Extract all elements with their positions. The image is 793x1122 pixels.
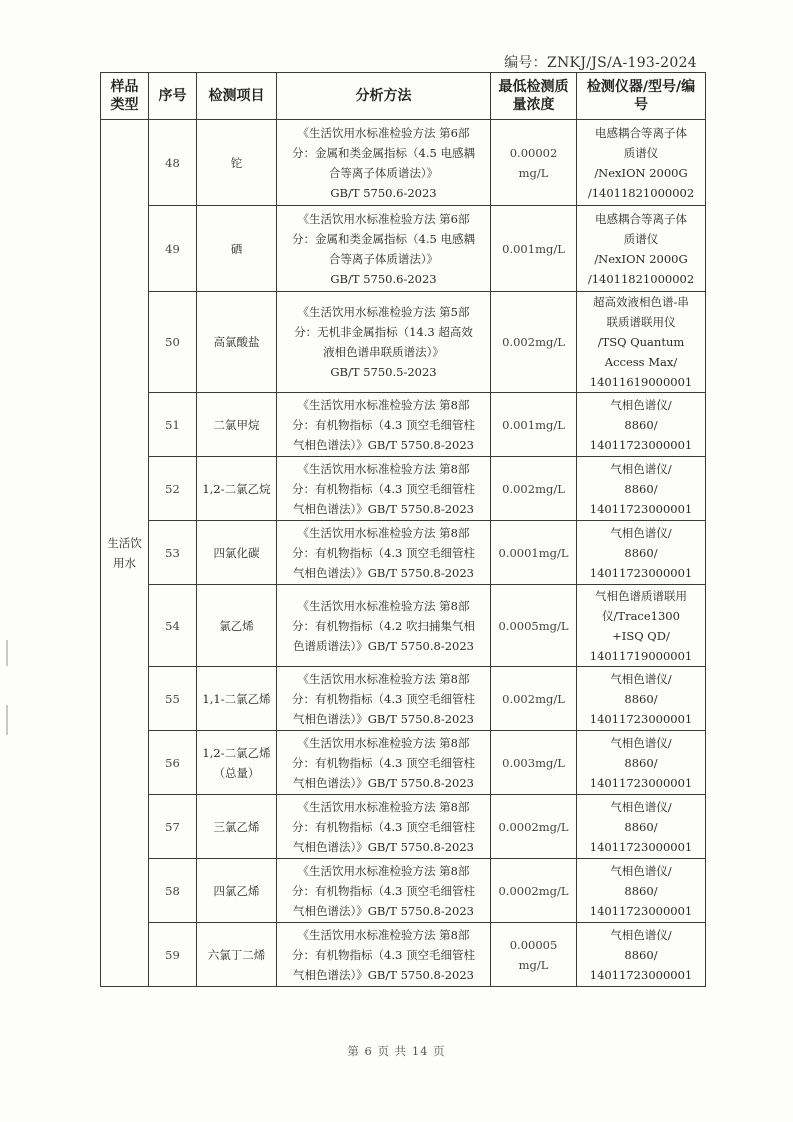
sample-type-cell: 生活饮用水: [101, 120, 149, 987]
method-cell-line: 《生活饮用水标准检验方法 第6部: [297, 211, 470, 226]
item-cell: 四氯乙烯: [197, 859, 277, 923]
method-cell: [277, 393, 491, 457]
method-cell-line: 分：有机物指标（4.3 顶空毛细管柱: [292, 545, 475, 560]
instrument-cell: [577, 795, 706, 859]
item-cell: 氯乙烯: [197, 585, 277, 667]
seq-cell: 52: [149, 457, 197, 521]
seq-cell: 54: [149, 585, 197, 667]
method-cell-line: 气相色谱法）》GB/T 5750.8-2023: [293, 565, 474, 580]
instrument-cell-line: +ISQ QD/: [612, 628, 670, 643]
method-cell: [277, 292, 491, 393]
method-cell-line: 《生活饮用水标准检验方法 第6部: [297, 125, 470, 140]
item-cell: 四氯化碳: [197, 521, 277, 585]
limit-cell-line: 0.001mg/L: [502, 417, 565, 432]
item-cell: 1,2-二氯乙烯（总量）: [197, 731, 277, 795]
method-cell-line: GB/T 5750.6-2023: [330, 185, 437, 200]
table-row: [101, 521, 706, 585]
seq-cell: 53: [149, 521, 197, 585]
method-cell: [277, 585, 491, 667]
seq-cell: 51: [149, 393, 197, 457]
seq-cell: 50: [149, 292, 197, 393]
instrument-cell: [577, 667, 706, 731]
table-body: [101, 120, 706, 987]
limit-cell: [491, 206, 577, 292]
method-cell-line: 合等离子体质谱法）》: [328, 251, 439, 266]
limit-cell: [491, 795, 577, 859]
seq-cell: 49: [149, 206, 197, 292]
instrument-cell-line: /NexION 2000G: [594, 251, 688, 266]
method-cell-line: 分：无机非金属指标（14.3 超高效: [294, 325, 473, 339]
table-header-row: [101, 73, 706, 120]
instrument-cell-line: /NexION 2000G: [594, 165, 688, 180]
method-cell-line: 分：有机物指标（4.3 顶空毛细管柱: [292, 417, 475, 432]
instrument-cell-line: 气相色谱仪/: [610, 799, 672, 814]
instrument-cell-line: 气相色谱仪/: [610, 461, 672, 476]
table-row: [101, 731, 706, 795]
seq-cell: 59: [149, 923, 197, 987]
item-cell: 六氯丁二烯: [197, 923, 277, 987]
limit-cell: [491, 457, 577, 521]
page-footer: 第 6 页 共 14 页: [347, 1044, 446, 1058]
limit-cell-line: 0.002mg/L: [502, 691, 565, 706]
seq-cell: 57: [149, 795, 197, 859]
table-row: [101, 292, 706, 393]
seq-cell: 56: [149, 731, 197, 795]
instrument-cell-line: 气相色谱仪/: [610, 397, 672, 412]
method-cell-line: 《生活饮用水标准检验方法 第8部: [297, 598, 470, 613]
method-cell-line: 气相色谱法）》GB/T 5750.8-2023: [293, 437, 474, 452]
instrument-cell-line: /TSQ Quantum: [597, 335, 685, 349]
instrument-cell: [577, 923, 706, 987]
method-cell-line: GB/T 5750.5-2023: [330, 365, 437, 379]
header-min-conc: 最低检测质量浓度: [491, 73, 577, 120]
method-cell-line: 《生活饮用水标准检验方法 第8部: [297, 799, 470, 814]
method-cell: [277, 206, 491, 292]
method-cell-line: 《生活饮用水标准检验方法 第8部: [297, 735, 470, 750]
header-sample-type: 样品类型: [101, 73, 149, 120]
method-cell-line: 《生活饮用水标准检验方法 第5部: [297, 305, 470, 319]
table-row: [101, 667, 706, 731]
instrument-cell-line: 14011723000001: [589, 565, 693, 580]
instrument-cell-line: /14011821000002: [587, 271, 695, 286]
seq-cell: 48: [149, 120, 197, 206]
table-row: [101, 923, 706, 987]
method-cell: [277, 731, 491, 795]
header-seq: 序号: [149, 73, 197, 120]
method-cell-line: 气相色谱法）》GB/T 5750.8-2023: [293, 501, 474, 516]
instrument-cell: [577, 292, 706, 393]
method-cell-line: 分：有机物指标（4.3 顶空毛细管柱: [292, 755, 475, 770]
method-cell-line: 分：有机物指标（4.3 顶空毛细管柱: [292, 883, 475, 898]
table-row: [101, 795, 706, 859]
header-method: 分析方法: [277, 73, 491, 120]
method-cell-line: 气相色谱法）》GB/T 5750.8-2023: [293, 903, 474, 918]
method-cell: [277, 120, 491, 206]
limit-cell-line: 0.00002: [509, 145, 558, 160]
header-instrument: 检测仪器/型号/编号: [577, 73, 706, 120]
method-cell-line: 气相色谱法）》GB/T 5750.8-2023: [293, 967, 474, 982]
instrument-cell-line: 气相色谱质谱联用: [595, 588, 687, 603]
limit-cell: [491, 731, 577, 795]
test-items-table: [100, 72, 706, 987]
scan-edge-mark: [6, 705, 8, 735]
limit-cell-line: 0.0005mg/L: [498, 618, 569, 633]
table-row: [101, 206, 706, 292]
item-cell: 1,2-二氯乙烷: [197, 457, 277, 521]
instrument-cell-line: 8860/: [624, 691, 658, 706]
table-row: [101, 120, 706, 206]
method-cell-line: 《生活饮用水标准检验方法 第8部: [297, 397, 470, 412]
table-row: [101, 393, 706, 457]
method-cell: [277, 859, 491, 923]
method-cell: [277, 457, 491, 521]
limit-cell-line: mg/L: [518, 165, 549, 180]
method-cell: [277, 667, 491, 731]
limit-cell: [491, 923, 577, 987]
item-cell: 二氯甲烷: [197, 393, 277, 457]
instrument-cell-line: 气相色谱仪/: [610, 525, 672, 540]
method-cell-line: 《生活饮用水标准检验方法 第8部: [297, 927, 470, 942]
instrument-cell-line: 8860/: [624, 755, 658, 770]
limit-cell-line: 0.001mg/L: [502, 241, 565, 256]
instrument-cell: [577, 457, 706, 521]
method-cell-line: 分：有机物指标（4.3 顶空毛细管柱: [292, 481, 475, 496]
instrument-cell-line: 8860/: [624, 481, 658, 496]
instrument-cell-line: 质谱仪: [623, 231, 659, 246]
method-cell-line: 气相色谱法）》GB/T 5750.8-2023: [293, 839, 474, 854]
instrument-cell-line: 电感耦合等离子体: [595, 211, 687, 226]
item-cell: 硒: [197, 206, 277, 292]
item-cell: 铊: [197, 120, 277, 206]
method-cell-line: 分：有机物指标（4.2 吹扫捕集气相: [292, 618, 475, 633]
item-cell: 高氯酸盐: [197, 292, 277, 393]
method-cell-line: 分：金属和类金属指标（4.5 电感耦: [292, 231, 475, 246]
method-cell-line: 《生活饮用水标准检验方法 第8部: [297, 671, 470, 686]
instrument-cell: [577, 731, 706, 795]
limit-cell: [491, 292, 577, 393]
method-cell-line: 分：金属和类金属指标（4.5 电感耦: [292, 145, 475, 160]
method-cell-line: GB/T 5750.6-2023: [330, 271, 437, 286]
instrument-cell-line: 气相色谱仪/: [610, 671, 672, 686]
method-cell: [277, 795, 491, 859]
method-cell-line: 《生活饮用水标准检验方法 第8部: [297, 525, 470, 540]
method-cell: [277, 521, 491, 585]
method-cell-line: 分：有机物指标（4.3 顶空毛细管柱: [292, 819, 475, 834]
instrument-cell: [577, 859, 706, 923]
instrument-cell-line: 14011723000001: [589, 437, 693, 452]
instrument-cell: [577, 206, 706, 292]
limit-cell-line: 0.0002mg/L: [498, 883, 569, 898]
limit-cell: [491, 393, 577, 457]
method-cell-line: 分：有机物指标（4.3 顶空毛细管柱: [292, 691, 475, 706]
method-cell-line: 合等离子体质谱法）》: [328, 165, 439, 180]
limit-cell-line: 0.0002mg/L: [498, 819, 569, 834]
limit-cell: [491, 120, 577, 206]
instrument-cell: [577, 585, 706, 667]
document-number: 编号：ZNKJ/JS/A-193-2024: [504, 55, 697, 71]
limit-cell-line: 0.002mg/L: [502, 481, 565, 496]
instrument-cell: [577, 521, 706, 585]
limit-cell: [491, 521, 577, 585]
instrument-cell-line: 14011723000001: [589, 839, 693, 854]
method-cell-line: 分：有机物指标（4.3 顶空毛细管柱: [292, 947, 475, 962]
method-cell: [277, 923, 491, 987]
instrument-cell-line: 8860/: [624, 819, 658, 834]
method-cell-line: 液相色谱串联质谱法）》: [323, 345, 444, 359]
instrument-cell-line: 气相色谱仪/: [610, 735, 672, 750]
method-cell-line: 《生活饮用水标准检验方法 第8部: [297, 863, 470, 878]
instrument-cell-line: 质谱仪: [623, 145, 659, 160]
method-cell-line: 气相色谱法）》GB/T 5750.8-2023: [293, 775, 474, 790]
limit-cell-line: 0.0001mg/L: [498, 545, 569, 560]
method-cell-line: 《生活饮用水标准检验方法 第8部: [297, 461, 470, 476]
limit-cell-line: 0.003mg/L: [502, 755, 565, 770]
instrument-cell-line: 8860/: [624, 545, 658, 560]
item-cell: 1,1-二氯乙烯: [197, 667, 277, 731]
header-item: 检测项目: [197, 73, 277, 120]
method-cell-line: 色谱质谱法）》GB/T 5750.8-2023: [293, 638, 474, 653]
instrument-cell-line: 14011723000001: [589, 501, 693, 516]
seq-cell: 58: [149, 859, 197, 923]
table-row: [101, 859, 706, 923]
instrument-cell-line: 超高效液相色谱-串: [593, 295, 689, 309]
instrument-cell-line: 8860/: [624, 417, 658, 432]
limit-cell-line: mg/L: [518, 957, 549, 972]
instrument-cell-line: Access Max/: [604, 355, 678, 369]
table-row: [101, 457, 706, 521]
item-cell: 三氯乙烯: [197, 795, 277, 859]
method-cell-line: 气相色谱法）》GB/T 5750.8-2023: [293, 711, 474, 726]
limit-cell: [491, 859, 577, 923]
instrument-cell-line: 气相色谱仪/: [610, 863, 672, 878]
table-row: [101, 585, 706, 667]
instrument-cell-line: 14011719000001: [589, 648, 693, 663]
instrument-cell: [577, 393, 706, 457]
limit-cell: [491, 667, 577, 731]
instrument-cell-line: 8860/: [624, 947, 658, 962]
instrument-cell-line: 14011723000001: [589, 775, 693, 790]
instrument-cell-line: 14011619000001: [589, 375, 693, 389]
scan-edge-mark: [6, 640, 8, 666]
instrument-cell-line: 8860/: [624, 883, 658, 898]
instrument-cell-line: 14011723000001: [589, 903, 693, 918]
instrument-cell-line: 联质谱联用仪: [606, 315, 676, 329]
limit-cell-line: 0.00005: [509, 937, 558, 952]
instrument-cell-line: 电感耦合等离子体: [595, 125, 687, 140]
limit-cell: [491, 585, 577, 667]
instrument-cell-line: 气相色谱仪/: [610, 927, 672, 942]
instrument-cell-line: 14011723000001: [589, 967, 693, 982]
instrument-cell-line: /14011821000002: [587, 185, 695, 200]
instrument-cell: [577, 120, 706, 206]
limit-cell-line: 0.002mg/L: [502, 335, 565, 349]
instrument-cell-line: 14011723000001: [589, 711, 693, 726]
seq-cell: 55: [149, 667, 197, 731]
instrument-cell-line: 仪/Trace1300: [602, 608, 680, 623]
